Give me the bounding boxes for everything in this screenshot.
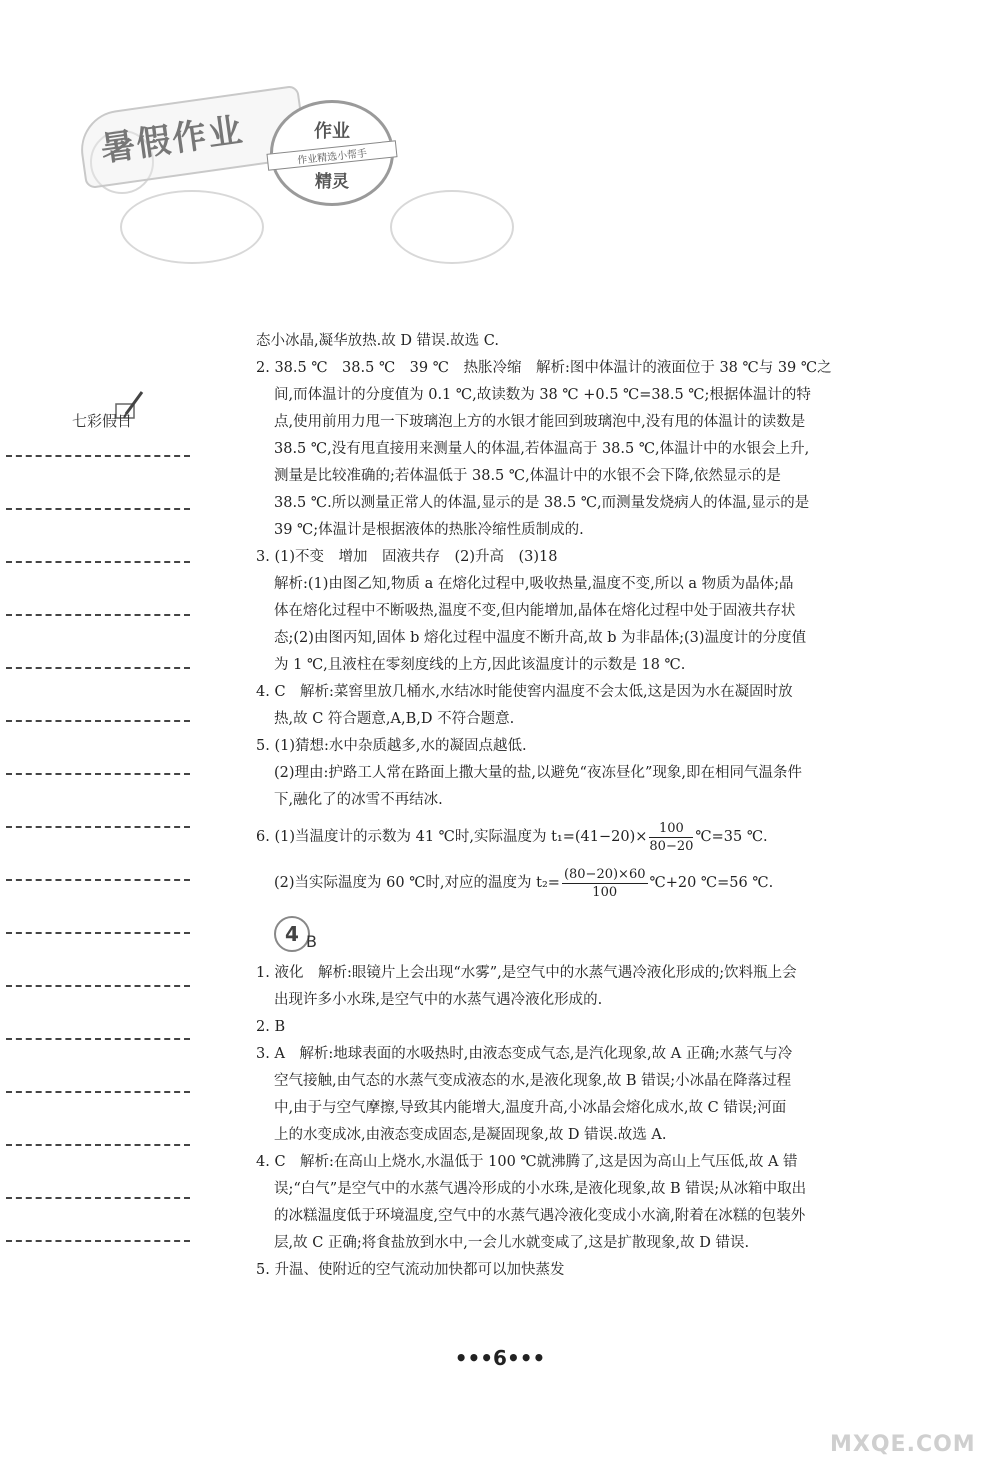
text-line: 1. 液化 解析:眼镜片上会出现“水雾”,是空气中的水蒸气遇冷液化形成的;饮料瓶上会	[256, 965, 797, 981]
text-line: 上的水变成冰,由液态变成固态,是凝固现象,故 D 错误.故选 A.	[274, 1127, 667, 1143]
text-line: 2. 38.5 ℃ 38.5 ℃ 39 ℃ 热胀冷缩 解析:图中体温计的液面位于 38 ℃与 39 ℃之	[256, 360, 832, 376]
text-line: 空气接触,由气态的水蒸气变成液态的水,是液化现象,故 B 错误;小冰晶在降落过程	[274, 1073, 792, 1089]
page-number: •••6•••	[454, 1346, 546, 1370]
text-line: 3. A 解析:地球表面的水吸热时,由液态变成气态,是汽化现象,故 A 正确;水蒸气与冷	[256, 1046, 793, 1062]
text-line: 测量是比较准确的;若体温低于 38.5 ℃,体温计中的水银不会下降,依然显示的是	[274, 468, 781, 484]
answer-line	[6, 1144, 190, 1146]
text-line: 态;(2)由图丙知,固体 b 熔化过程中温度不断升高,故 b 为非晶体;(3)温度计的分度值	[274, 630, 807, 646]
watermark-text: MXQE.COM	[830, 1432, 976, 1457]
answer-line	[6, 1038, 190, 1040]
text-line: 4. C 解析:在高山上烧水,水温低于 100 ℃就沸腾了,这是因为高山上气压低,故 A 错	[256, 1154, 798, 1170]
fraction-denominator: 100	[592, 884, 618, 900]
text-line: 体在熔化过程中不断吸热,温度不变,但内能增加,晶体在熔化过程中处于固液共存状	[274, 603, 796, 619]
text-line: 的冰糕温度低于环境温度,空气中的水蒸气遇冷液化变成小水滴,附着在冰糕的包装外	[274, 1208, 806, 1224]
text-line: 2. B	[256, 1019, 286, 1035]
fraction	[562, 866, 648, 901]
answer-line	[6, 561, 190, 563]
swirl-ornament	[120, 190, 264, 264]
text-line: 38.5 ℃,没有甩直接用来测量人的体温,若体温高于 38.5 ℃,体温计中的水银会上升,	[274, 441, 810, 457]
fraction-denominator: 80−20	[649, 838, 694, 854]
answer-line	[6, 1197, 190, 1199]
answer-line	[6, 720, 190, 722]
text-line: 38.5 ℃.所以测量正常人的体温,显示的是 38.5 ℃,而测量发烧病人的体温,显示的是	[274, 495, 810, 511]
text-line: 下,融化了的冰雪不再结冰.	[274, 792, 443, 808]
answer-line	[6, 1240, 190, 1242]
sidebar	[0, 380, 200, 1260]
sidebar-title: 七彩假日	[72, 412, 133, 430]
fraction-numerator: 100	[649, 820, 693, 838]
seal-middle-text: 作业精选小帮手	[266, 140, 397, 170]
swirl-ornament	[390, 190, 514, 264]
answer-line	[6, 773, 190, 775]
answer-content	[256, 328, 896, 1284]
formula-line	[256, 814, 896, 860]
section-number: 4	[274, 916, 310, 952]
section-badge	[256, 912, 896, 956]
text-line: 点,使用前用力甩一下玻璃泡上方的水银才能回到玻璃泡中,没有甩的体温计的读数是	[274, 414, 806, 430]
text-line: 5. 升温、使附近的空气流动加快都可以加快蒸发	[256, 1262, 565, 1278]
answer-line	[6, 879, 190, 881]
fraction	[649, 820, 693, 855]
answer-line	[6, 455, 190, 457]
answer-line	[6, 614, 190, 616]
section-letter: B	[306, 932, 317, 951]
text-line: 出现许多小水珠,是空气中的水蒸气遇冷液化形成的.	[274, 992, 603, 1008]
formula-prefix: (2)当实际温度为 60 ℃时,对应的温度为 t₂=	[274, 875, 560, 891]
text-line: (2)理由:护路工人常在路面上撒大量的盐,以避免“夜冻昼化”现象,即在相同气温条件	[274, 765, 802, 781]
seal-bottom-text: 精灵	[315, 172, 349, 192]
text-line: 39 ℃;体温计是根据液体的热胀冷缩性质制成的.	[274, 522, 584, 538]
text-line: 5. (1)猜想:水中杂质越多,水的凝固点越低.	[256, 738, 527, 754]
watermark-logo	[830, 1380, 990, 1465]
banner-title: 暑假作业	[98, 110, 247, 170]
text-line: 解析:(1)由图乙知,物质 a 在熔化过程中,吸收热量,温度不变,所以 a 物质为晶体;晶	[274, 576, 794, 592]
text-line: 3. (1)不变 增加 固液共存 (2)升高 (3)18	[256, 549, 558, 565]
answer-line	[6, 1091, 190, 1093]
text-line: 误;“白气”是空气中的水蒸气遇冷形成的小水珠,是液化现象,故 B 错误;从冰箱中取出	[274, 1181, 807, 1197]
text-line: 热,故 C 符合题意,A,B,D 不符合题意.	[274, 711, 515, 727]
formula-line	[256, 860, 896, 906]
text-line: 中,由于与空气摩擦,导致其内能增大,温度升高,小冰晶会熔化成水,故 C 错误;河面	[274, 1100, 787, 1116]
formula-suffix: ℃+20 ℃=56 ℃.	[649, 875, 774, 891]
formula-suffix: ℃=35 ℃.	[695, 829, 768, 845]
text-line: 4. C 解析:菜窖里放几桶水,水结冰时能使窖内温度不会太低,这是因为水在凝固时放	[256, 684, 793, 700]
text-line: 为 1 ℃,且液柱在零刻度线的上方,因此该温度计的示数是 18 ℃.	[274, 657, 686, 673]
text-line: 层,故 C 正确;将食盐放到水中,一会儿水就变咸了,这是扩散现象,故 D 错误.	[274, 1235, 750, 1251]
text-line: 态小冰晶,凝华放热.故 D 错误.故选 C.	[256, 333, 499, 349]
fraction-numerator: (80−20)×60	[563, 866, 646, 882]
answer-line	[6, 932, 190, 934]
formula-prefix: 6. (1)当温度计的示数为 41 ℃时,实际温度为 t₁=(41−20)×	[256, 829, 648, 845]
seal-logo	[270, 100, 394, 206]
answer-line	[6, 985, 190, 987]
answer-line	[6, 508, 190, 510]
answer-line	[6, 826, 190, 828]
text-line: 间,而体温计的分度值为 0.1 ℃,故读数为 38 ℃ +0.5 ℃=38.5 ℃;根据体温计的特	[274, 387, 811, 403]
seal-top-text: 作业	[314, 121, 350, 142]
answer-line	[6, 667, 190, 669]
